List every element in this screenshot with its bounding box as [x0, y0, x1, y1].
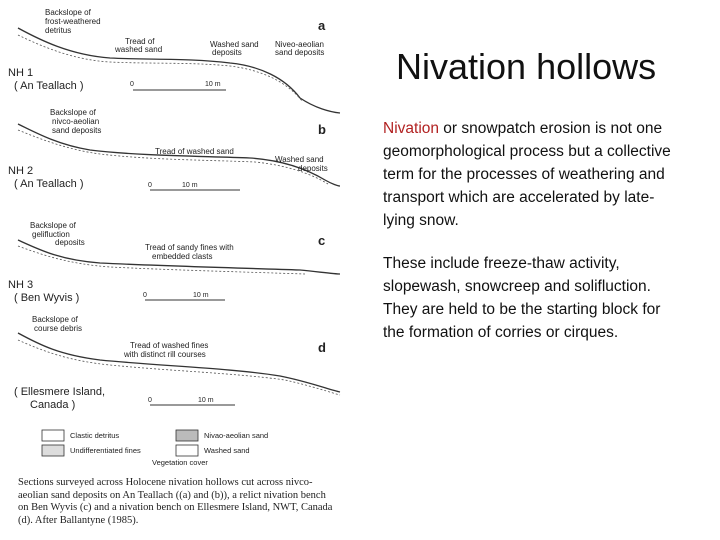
- slide-title: Nivation hollows: [396, 46, 657, 87]
- panel-d-site: ( Ellesmere Island,: [14, 386, 106, 398]
- panel-a-label-2: frost-weathered: [45, 17, 101, 26]
- panel-a-site: NH 1: [8, 67, 34, 79]
- scale-start: 0: [148, 397, 152, 404]
- scale-end: 10 m: [182, 182, 198, 189]
- panel-b-label-6: deposits: [298, 164, 328, 173]
- paragraph-2: These include freeze-thaw activity, slopewash, snowcreep and solifluction. They are held to be the starting block for the formation of corries or cirques.: [383, 255, 661, 341]
- paragraph-1-text: or snowpatch erosion is not one geomorphological process but a collective term for the processes of weathering and transport which are accelerated by late-lying snow.: [383, 120, 671, 229]
- panel-d-letter: d: [318, 340, 326, 355]
- scale-end: 10 m: [198, 397, 214, 404]
- panel-d-label-2: course debris: [34, 324, 83, 333]
- panel-a-site-name: ( An Teallach ): [14, 80, 84, 92]
- panel-b-site: NH 2: [8, 165, 34, 177]
- panel-c-label-2: gelifluction: [32, 230, 70, 239]
- panel-a-label-9: sand deposits: [275, 48, 325, 57]
- scale-start: 0: [143, 292, 147, 299]
- legend-washed: Washed sand: [204, 446, 250, 455]
- panel-a-label-1: Backslope of: [45, 8, 91, 17]
- panel-d: [14, 315, 340, 411]
- panel-d-label-4: with distinct rill courses: [124, 350, 206, 359]
- scale-start: 0: [148, 182, 152, 189]
- panel-c-label-1: Backslope of: [30, 221, 76, 230]
- panel-a: [8, 8, 340, 113]
- legend: [42, 430, 268, 467]
- panel-a-letter: a: [318, 18, 326, 33]
- panel-b-letter: b: [318, 122, 326, 137]
- slide-body: [383, 117, 683, 364]
- paragraph-1: [383, 117, 683, 232]
- legend-swatch-washed: [176, 445, 198, 456]
- panel-a-label-5: washed sand: [115, 45, 163, 54]
- scale-end: 10 m: [205, 81, 221, 88]
- panel-c-label-4: Tread of sandy fines with: [145, 243, 234, 252]
- highlight-term: Nivation: [383, 120, 439, 137]
- legend-undiff: Undifferentiated fines: [70, 446, 141, 455]
- figure-caption: Sections surveyed across Holocene nivation hollows cut across nivco-aeolian sand deposits on An Teallach ((a) and (b)), a relict nivation bench on Ben Wyvis (c) and a nivation bench on Ellesmere Island, NWT, Canada (d). After Ballantyne (1985).: [18, 477, 333, 526]
- panel-c-site: NH 3: [8, 279, 34, 291]
- panel-c-label-5: embedded clasts: [152, 252, 213, 261]
- panel-b-label-2: nivco-aeolian: [52, 117, 100, 126]
- panel-d-site-name: Canada ): [30, 399, 76, 411]
- panel-a-label-3: detritus: [45, 26, 72, 35]
- legend-nivaeo: Nivao-aeolian sand: [204, 431, 269, 440]
- panel-d-label-1: Backslope of: [32, 315, 78, 324]
- panel-b-label-4: Tread of washed sand: [155, 147, 234, 156]
- panel-b-label-1: Backslope of: [50, 108, 96, 117]
- panel-c: [8, 221, 340, 304]
- panel-b: [8, 108, 340, 190]
- panel-a-label-8: Niveo-aeolian: [275, 40, 324, 49]
- legend-veg: Vegetation cover: [152, 458, 208, 467]
- panel-c-letter: c: [318, 233, 326, 248]
- legend-clastic: Clastic detritus: [70, 431, 120, 440]
- legend-swatch-undiff: [42, 445, 64, 456]
- panel-a-label-4: Tread of: [125, 37, 155, 46]
- legend-swatch-clastic: [42, 430, 64, 441]
- legend-swatch-nivaeo: [176, 430, 198, 441]
- panel-c-site-name: ( Ben Wyvis ): [14, 292, 80, 304]
- scale-start: 0: [130, 81, 134, 88]
- panel-c-label-3: deposits: [55, 238, 85, 247]
- panel-b-site-name: ( An Teallach ): [14, 178, 84, 190]
- panel-a-label-7: deposits: [212, 48, 242, 57]
- nivation-figure: [0, 0, 350, 540]
- scale-end: 10 m: [193, 292, 209, 299]
- panel-b-label-5: Washed sand: [275, 155, 324, 164]
- panel-a-label-6: Washed sand: [210, 40, 259, 49]
- panel-b-label-3: sand deposits: [52, 126, 102, 135]
- panel-d-label-3: Tread of washed fines: [130, 341, 209, 350]
- cross-section-diagram: [0, 0, 350, 540]
